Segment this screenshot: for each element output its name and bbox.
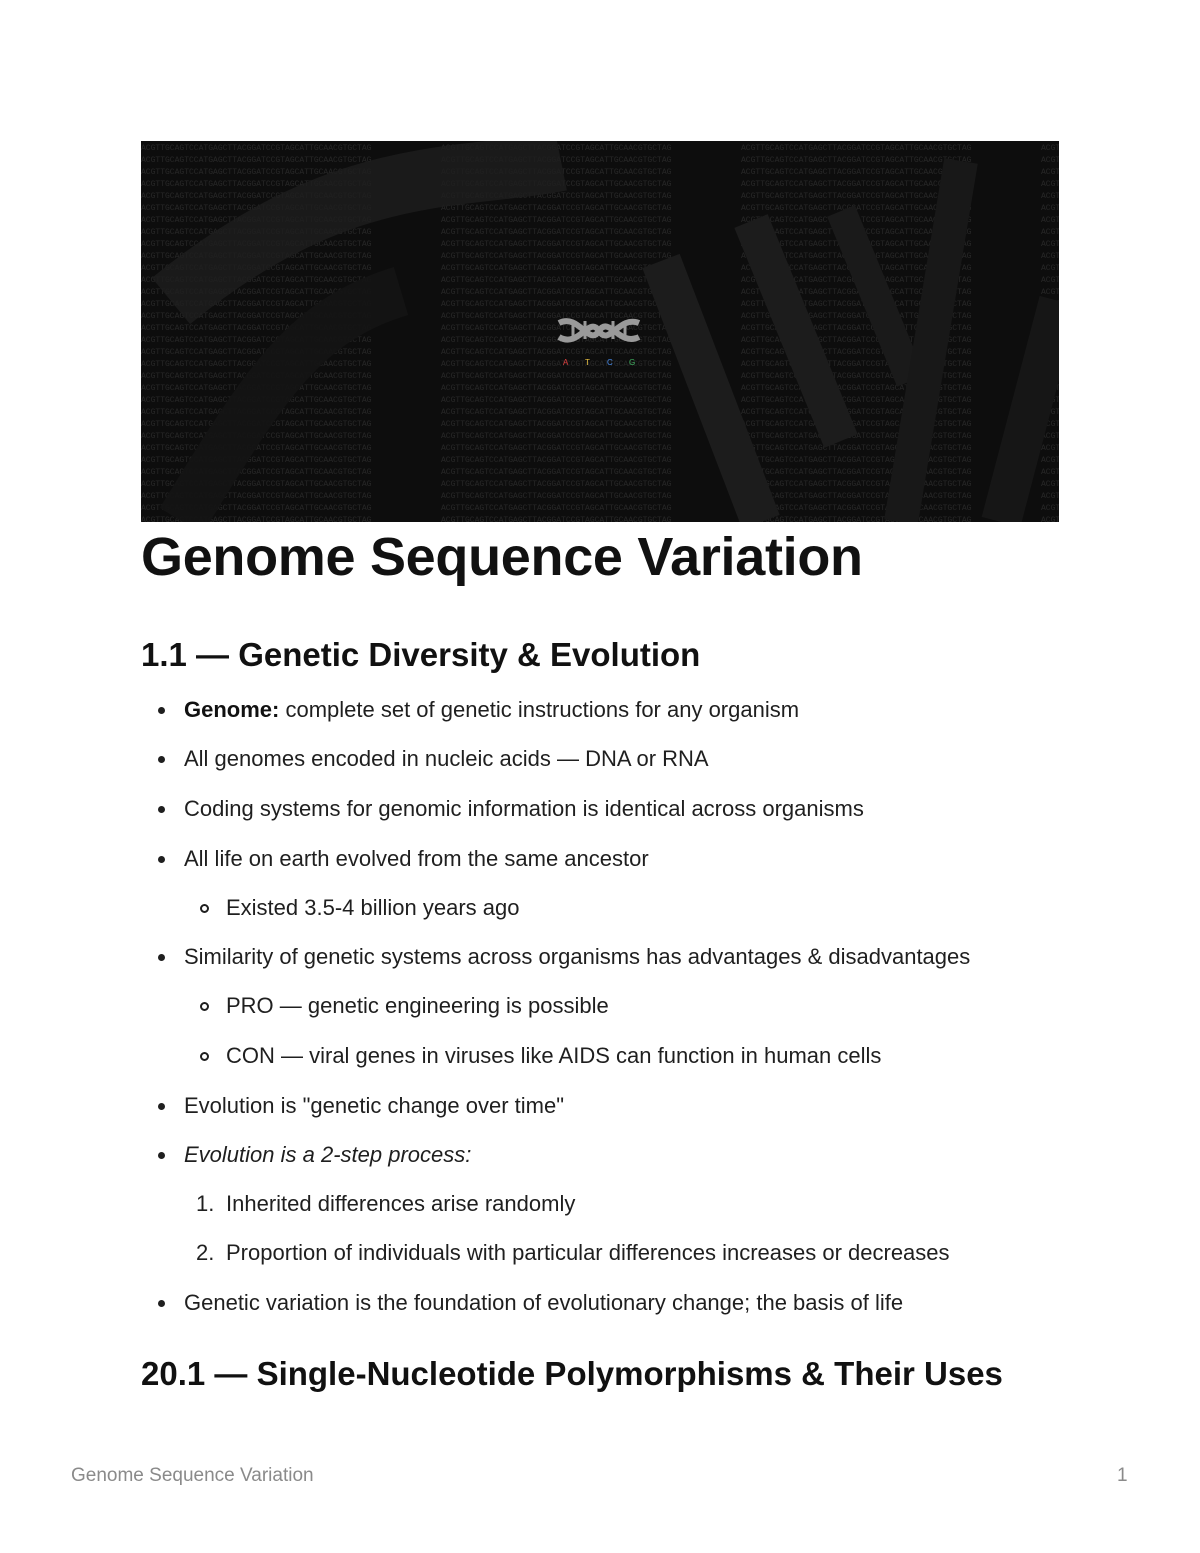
list-item-text: Coding systems for genomic information is identical across organisms [184, 796, 864, 821]
bullet-disc-icon [158, 1103, 165, 1110]
bullet-disc-icon [158, 1152, 165, 1159]
header-banner-image [141, 141, 1059, 522]
list-item-text: PRO — genetic engineering is possible [226, 993, 609, 1018]
bullet-disc-icon [158, 806, 165, 813]
base-letter-c: C [607, 358, 613, 367]
base-letter-g: G [629, 358, 636, 367]
section-heading-snps: 20.1 — Single-Nucleotide Polymorphisms & Their Uses [141, 1355, 1003, 1392]
list-item-text: Genetic variation is the foundation of evolutionary change; the basis of life [184, 1290, 904, 1315]
bullet-circle-icon [200, 1002, 209, 1011]
term-genome: Genome: [184, 697, 280, 722]
bullet-circle-icon [200, 904, 209, 913]
bullet-disc-icon [158, 856, 165, 863]
list-number: 2. [196, 1240, 215, 1265]
list-item-text: Inherited differences arise randomly [226, 1191, 576, 1216]
list-item-text: Evolution is a 2-step process: [184, 1142, 472, 1167]
list-item-text: Evolution is "genetic change over time" [184, 1093, 565, 1118]
bullet-disc-icon [158, 707, 165, 714]
bullet-disc-icon [158, 756, 165, 763]
list-item-text: All genomes encoded in nucleic acids — DNA or RNA [184, 746, 709, 771]
base-letter-a: A [563, 358, 569, 367]
list-item-text: Existed 3.5-4 billion years ago [226, 895, 520, 920]
footer-document-title: Genome Sequence Variation [71, 1465, 314, 1486]
dna-sequence-background [141, 141, 1059, 522]
list-item-text: CON — viral genes in viruses like AIDS can function in human cells [226, 1043, 882, 1068]
list-item-text: complete set of genetic instructions for any organism [279, 697, 800, 722]
bullet-circle-icon [200, 1052, 209, 1061]
list-item-text: Similarity of genetic systems across organisms has advantages & disadvantages [184, 944, 971, 969]
bullet-disc-icon [158, 1300, 165, 1307]
section-heading-genetic-diversity: 1.1 — Genetic Diversity & Evolution [141, 636, 701, 673]
page-title: Genome Sequence Variation [141, 527, 863, 587]
base-letter-t: T [585, 358, 590, 367]
list-item-text: All life on earth evolved from the same ancestor [184, 846, 649, 871]
footer-page-number: 1 [1117, 1465, 1128, 1486]
list-item-text: Proportion of individuals with particular differences increases or decreases [226, 1240, 950, 1265]
bullet-disc-icon [158, 954, 165, 961]
list-number: 1. [196, 1191, 215, 1216]
